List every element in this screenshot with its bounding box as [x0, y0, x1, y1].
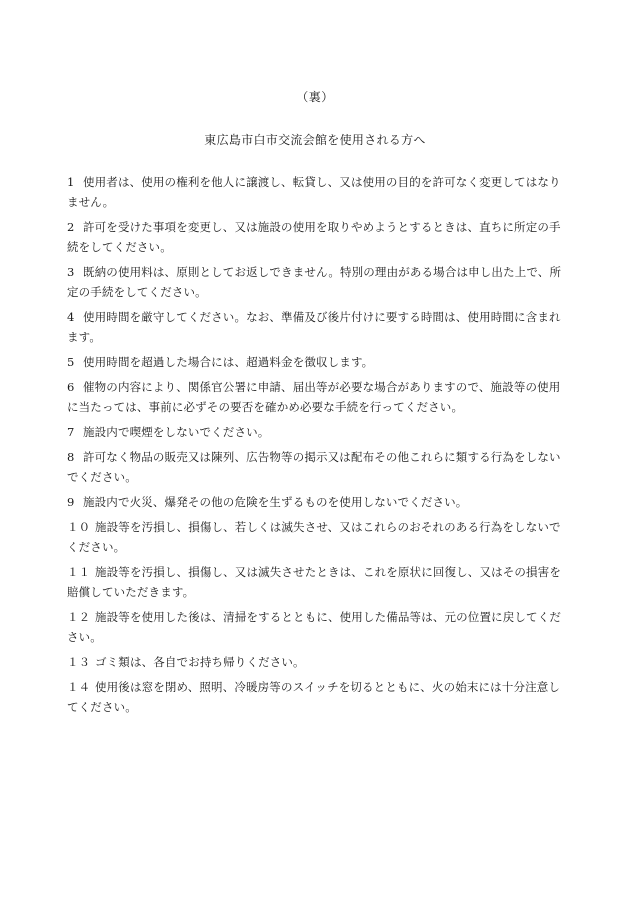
rule-number: 6 [67, 380, 75, 394]
rule-number: 8 [67, 450, 75, 464]
rule-number: 4 [67, 310, 75, 324]
rule-item [67, 352, 565, 372]
rule-text: 既納の使用料は、原則としてお返しできません。特別の理由がある場合は申し出た上で、所定の手続をしてください。 [67, 265, 562, 299]
rule-number: 9 [67, 495, 75, 509]
rule-text: 催物の内容により、関係官公署に申請、届出等が必要な場合がありますので、施設等の使用に当たっては、事前に必ずその要否を確かめ必要な手続を行ってください。 [67, 380, 561, 414]
rule-number: １３ [67, 655, 91, 669]
rule-item [67, 217, 565, 257]
rule-item [67, 377, 565, 417]
rule-text: 許可を受けた事項を変更し、又は施設の使用を取りやめようとするときは、直ちに所定の手続をしてください。 [67, 220, 561, 254]
rule-text: 施設等を使用した後は、清掃をするとともに、使用した備品等は、元の位置に戻してください。 [67, 610, 561, 644]
rule-number: 3 [67, 265, 75, 279]
rule-number: 5 [67, 355, 75, 369]
rule-item [67, 262, 565, 302]
rule-item [67, 562, 565, 602]
rule-text: 施設内で火災、爆発その他の危険を生ずるものを使用しないでください。 [83, 495, 468, 509]
rule-text: 使用者は、使用の権利を他人に譲渡し、転貸し、又は使用の目的を許可なく変更してはなりません。 [67, 175, 561, 209]
rule-number: 7 [67, 425, 75, 439]
rule-item [67, 492, 565, 512]
rule-number: １４ [67, 680, 91, 694]
rule-number: １１ [67, 565, 91, 579]
rule-item [67, 652, 565, 672]
rules-list [67, 172, 565, 722]
rule-number: １２ [67, 610, 91, 624]
rule-number: 2 [67, 220, 75, 234]
rule-item [67, 422, 565, 442]
rule-text: 施設内で喫煙をしないでください。 [83, 425, 270, 439]
rule-text: ゴミ類は、各自でお持ち帰りください。 [95, 655, 305, 669]
rule-text: 許可なく物品の販売又は陳列、広告物等の掲示又は配布その他これらに類する行為をしないでください。 [67, 450, 561, 484]
rule-number: 1 [67, 175, 75, 189]
rule-item [67, 517, 565, 557]
rule-text: 使用時間を厳守してください。なお、準備及び後片付けに要する時間は、使用時間に含まれます。 [67, 310, 561, 344]
document-title: 東広島市白市交流会館を使用される方へ [204, 133, 426, 147]
rule-text: 使用後は窓を閉め、照明、冷暖房等のスイッチを切るとともに、火の始末には十分注意してください。 [67, 680, 561, 714]
rule-text: 使用時間を超過した場合には、超過料金を徴収します。 [83, 355, 374, 369]
page-side-label: （裏） [296, 90, 334, 104]
rule-text: 施設等を汚損し、損傷し、又は滅失させたときは、これを原状に回復し、又はその損害を賠償していただきます。 [67, 565, 561, 599]
rule-item [67, 172, 565, 212]
rule-number: １０ [67, 520, 91, 534]
rule-item [67, 607, 565, 647]
rule-item [67, 307, 565, 347]
rule-item [67, 677, 565, 717]
rule-item [67, 447, 565, 487]
rule-text: 施設等を汚損し、損傷し、若しくは滅失させ、又はこれらのおそれのある行為をしないでください。 [67, 520, 561, 554]
